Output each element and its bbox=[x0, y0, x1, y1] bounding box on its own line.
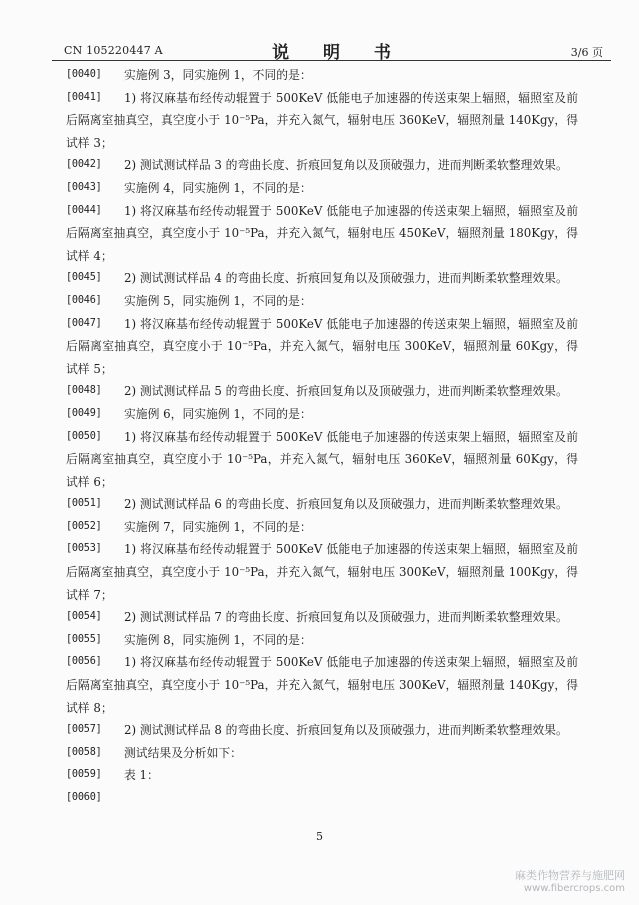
paragraph-number: [0059] bbox=[66, 769, 102, 781]
paragraph-number: [0045] bbox=[66, 272, 102, 284]
paragraph-text: 实施例 8，同实施例 1，不同的是： bbox=[124, 632, 312, 647]
watermark bbox=[515, 869, 625, 895]
paragraph-text: 2) 测试测试样品 3 的弯曲长度、折痕回复角以及顶破强力，进而判断柔软整理效果。 bbox=[124, 158, 568, 173]
paragraph bbox=[66, 87, 578, 155]
paragraph bbox=[66, 606, 578, 629]
page-header bbox=[52, 38, 611, 63]
paragraph bbox=[66, 380, 578, 403]
paragraph-text: 实施例 5，同实施例 1，不同的是： bbox=[124, 293, 312, 308]
description-body bbox=[66, 64, 578, 803]
paragraph bbox=[66, 651, 578, 719]
watermark-url: www.fibercrops.com bbox=[523, 883, 625, 894]
paragraph bbox=[66, 538, 578, 606]
paragraph-number: [0057] bbox=[66, 724, 102, 736]
paragraph bbox=[66, 516, 578, 539]
paragraph-number: [0052] bbox=[66, 520, 102, 532]
paragraph-text: 1) 将汉麻基布经传动辊置于 500KeV 低能电子加速器的传送束架上辐照，辐照室及前后隔离室抽真空，真空度小于 10⁻⁵Pa，并充入氮气，辐射电压 360KeV，辐照剂量 60Kgy，得试样 6； bbox=[66, 429, 578, 489]
paragraph-text: 实施例 3，同实施例 1，不同的是： bbox=[124, 68, 312, 82]
paragraph-text: 2) 测试测试样品 6 的弯曲长度、折痕回复角以及顶破强力，进而判断柔软整理效果。 bbox=[124, 497, 568, 512]
paragraph-text: 表 1： bbox=[124, 768, 159, 783]
paragraph-text: 实施例 4，同实施例 1，不同的是： bbox=[124, 180, 312, 195]
paragraph bbox=[66, 313, 578, 381]
page-number: 5 bbox=[316, 830, 323, 843]
paragraph-text: 测试结果及分析如下： bbox=[124, 745, 242, 760]
paragraph-text: 2) 测试测试样品 8 的弯曲长度、折痕回复角以及顶破强力，进而判断柔软整理效果。 bbox=[124, 723, 568, 738]
paragraph bbox=[66, 493, 578, 516]
paragraph-number: [0042] bbox=[66, 159, 102, 171]
paragraph-text: 1) 将汉麻基布经传动辊置于 500KeV 低能电子加速器的传送束架上辐照，辐照室及前后隔离室抽真空，真空度小于 10⁻⁵Pa，并充入氮气，辐射电压 360KeV，辐照剂量 140Kgy，得试样 3； bbox=[66, 90, 578, 150]
paragraph-number: [0058] bbox=[66, 746, 102, 758]
page-indicator: 3/6 页 bbox=[570, 46, 603, 59]
paragraph-text: 2) 测试测试样品 4 的弯曲长度、折痕回复角以及顶破强力，进而判断柔软整理效果。 bbox=[124, 271, 568, 286]
paragraph bbox=[66, 200, 578, 268]
paragraph-text: 实施例 6，同实施例 1，不同的是： bbox=[124, 406, 312, 421]
paragraph bbox=[66, 267, 578, 290]
paragraph-number: [0056] bbox=[66, 656, 102, 668]
paragraph bbox=[66, 64, 578, 87]
paragraph-number: [0060] bbox=[66, 792, 102, 803]
paragraph-number: [0048] bbox=[66, 385, 102, 397]
paragraph-number: [0055] bbox=[66, 633, 102, 645]
paragraph-text: 1) 将汉麻基布经传动辊置于 500KeV 低能电子加速器的传送束架上辐照，辐照室及前后隔离室抽真空，真空度小于 10⁻⁵Pa，并充入氮气，辐射电压 300KeV，辐照剂量 100Kgy，得试样 7； bbox=[66, 542, 578, 602]
paragraph bbox=[66, 290, 578, 313]
header-rule bbox=[52, 60, 611, 61]
paragraph-number: [0041] bbox=[66, 91, 102, 103]
paragraph-text: 1) 将汉麻基布经传动辊置于 500KeV 低能电子加速器的传送束架上辐照，辐照室及前后隔离室抽真空，真空度小于 10⁻⁵Pa，并充入氮气，辐射电压 300KeV，辐照剂量 60Kgy，得试样 5； bbox=[66, 316, 578, 376]
paragraph-text: 2) 测试测试样品 7 的弯曲长度、折痕回复角以及顶破强力，进而判断柔软整理效果。 bbox=[124, 610, 568, 625]
paragraph-text: 1) 将汉麻基布经传动辊置于 500KeV 低能电子加速器的传送束架上辐照，辐照室及前后隔离室抽真空，真空度小于 10⁻⁵Pa，并充入氮气，辐射电压 450KeV，辐照剂量 180Kgy，得试样 4； bbox=[66, 203, 578, 263]
paragraph-text: 实施例 7，同实施例 1，不同的是： bbox=[124, 519, 312, 534]
paragraph-number: [0053] bbox=[66, 543, 102, 555]
paragraph bbox=[66, 426, 578, 494]
paragraph bbox=[66, 154, 578, 177]
page-title: 说 明 书 bbox=[272, 43, 405, 63]
paragraph-number: [0050] bbox=[66, 430, 102, 442]
paragraph-number: [0040] bbox=[66, 69, 102, 80]
paragraph bbox=[66, 764, 578, 787]
paragraph-number: [0044] bbox=[66, 204, 102, 216]
paragraph bbox=[66, 177, 578, 200]
paragraph-number: [0046] bbox=[66, 294, 102, 306]
paragraph bbox=[66, 742, 578, 765]
paragraph-text: 2) 测试测试样品 5 的弯曲长度、折痕回复角以及顶破强力，进而判断柔软整理效果。 bbox=[124, 384, 568, 399]
paragraph bbox=[66, 403, 578, 426]
paragraph-number: [0049] bbox=[66, 407, 102, 419]
paragraph-number: [0043] bbox=[66, 181, 102, 193]
paragraph-number: [0051] bbox=[66, 498, 102, 510]
watermark-site-name: 麻类作物营养与施肥网 bbox=[515, 869, 625, 882]
patent-number: CN 105220447 A bbox=[64, 44, 163, 57]
paragraph-number: [0047] bbox=[66, 317, 102, 329]
paragraph-number: [0054] bbox=[66, 611, 102, 623]
paragraph bbox=[66, 629, 578, 652]
paragraph-text: 1) 将汉麻基布经传动辊置于 500KeV 低能电子加速器的传送束架上辐照，辐照室及前后隔离室抽真空，真空度小于 10⁻⁵Pa，并充入氮气，辐射电压 300KeV，辐照剂量 140Kgy，得试样 8； bbox=[66, 655, 578, 715]
paragraph bbox=[66, 719, 578, 742]
